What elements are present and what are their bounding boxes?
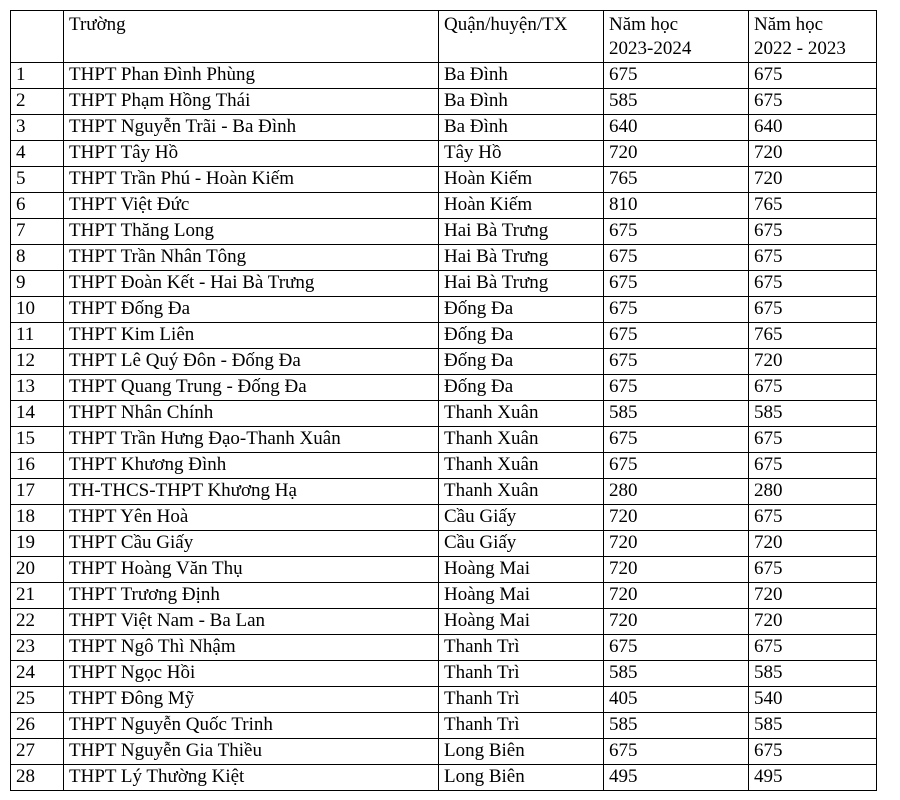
quota-2023-2024-cell: 675: [604, 635, 749, 661]
quota-2022-2023-cell: 640: [749, 115, 877, 141]
table-row: [11, 245, 877, 271]
quota-2022-2023-cell: 720: [749, 583, 877, 609]
table-row: [11, 531, 877, 557]
district-cell: Hoàng Mai: [439, 609, 604, 635]
district-cell: Hoàng Mai: [439, 557, 604, 583]
school-name-cell: THPT Kim Liên: [64, 323, 439, 349]
table-row: [11, 89, 877, 115]
quota-2023-2024-cell: 720: [604, 583, 749, 609]
table-body: [11, 63, 877, 791]
quota-2023-2024-cell: 675: [604, 427, 749, 453]
school-name-cell: THPT Nguyễn Gia Thiều: [64, 739, 439, 765]
district-cell: Đống Đa: [439, 323, 604, 349]
quota-2023-2024-cell: 765: [604, 167, 749, 193]
quota-2023-2024-cell: 585: [604, 89, 749, 115]
quota-2022-2023-cell: 675: [749, 375, 877, 401]
row-number-cell: 13: [11, 375, 64, 401]
quota-2023-2024-cell: 585: [604, 401, 749, 427]
quota-2022-2023-cell: 720: [749, 167, 877, 193]
school-name-cell: THPT Yên Hoà: [64, 505, 439, 531]
row-number-cell: 9: [11, 271, 64, 297]
row-number-cell: 20: [11, 557, 64, 583]
school-name-cell: THPT Nhân Chính: [64, 401, 439, 427]
school-name-cell: THPT Hoàng Văn Thụ: [64, 557, 439, 583]
quota-2023-2024-cell: 405: [604, 687, 749, 713]
row-number-cell: 18: [11, 505, 64, 531]
row-number-cell: 6: [11, 193, 64, 219]
district-cell: Long Biên: [439, 739, 604, 765]
row-number-cell: 7: [11, 219, 64, 245]
school-name-cell: THPT Trần Nhân Tông: [64, 245, 439, 271]
district-cell: Hai Bà Trưng: [439, 245, 604, 271]
quota-2022-2023-cell: 720: [749, 349, 877, 375]
header-district: Quận/huyện/TX: [439, 11, 604, 63]
row-number-cell: 27: [11, 739, 64, 765]
quota-2022-2023-cell: 675: [749, 739, 877, 765]
table-row: [11, 661, 877, 687]
district-cell: Thanh Xuân: [439, 479, 604, 505]
quota-2022-2023-cell: 280: [749, 479, 877, 505]
row-number-cell: 26: [11, 713, 64, 739]
school-name-cell: THPT Trần Hưng Đạo-Thanh Xuân: [64, 427, 439, 453]
school-name-cell: THPT Lê Quý Đôn - Đống Đa: [64, 349, 439, 375]
quota-2023-2024-cell: 675: [604, 297, 749, 323]
quota-2023-2024-cell: 720: [604, 531, 749, 557]
quota-2022-2023-cell: 675: [749, 297, 877, 323]
school-name-cell: THPT Đoàn Kết - Hai Bà Trưng: [64, 271, 439, 297]
table-row: [11, 557, 877, 583]
district-cell: Đống Đa: [439, 349, 604, 375]
district-cell: Thanh Trì: [439, 661, 604, 687]
quota-2023-2024-cell: 675: [604, 375, 749, 401]
table-row: [11, 401, 877, 427]
district-cell: Thanh Xuân: [439, 401, 604, 427]
district-cell: Long Biên: [439, 765, 604, 791]
school-name-cell: THPT Nguyễn Trãi - Ba Đình: [64, 115, 439, 141]
table-row: [11, 323, 877, 349]
header-year-2023-2024: [604, 11, 749, 63]
quota-2022-2023-cell: 675: [749, 63, 877, 89]
quota-2023-2024-cell: 675: [604, 271, 749, 297]
table-row: [11, 609, 877, 635]
quota-2023-2024-cell: 720: [604, 141, 749, 167]
quota-2023-2024-cell: 675: [604, 219, 749, 245]
district-cell: Thanh Xuân: [439, 453, 604, 479]
quota-2022-2023-cell: 675: [749, 245, 877, 271]
row-number-cell: 15: [11, 427, 64, 453]
quota-2023-2024-cell: 720: [604, 609, 749, 635]
table-row: [11, 505, 877, 531]
school-name-cell: THPT Ngọc Hồi: [64, 661, 439, 687]
quota-2023-2024-cell: 720: [604, 557, 749, 583]
quota-2022-2023-cell: 765: [749, 323, 877, 349]
school-name-cell: THPT Trần Phú - Hoàn Kiếm: [64, 167, 439, 193]
table-row: [11, 193, 877, 219]
quota-2023-2024-cell: 585: [604, 713, 749, 739]
table-row: [11, 297, 877, 323]
table-row: [11, 271, 877, 297]
row-number-cell: 4: [11, 141, 64, 167]
table-row: [11, 141, 877, 167]
district-cell: Đống Đa: [439, 297, 604, 323]
row-number-cell: 12: [11, 349, 64, 375]
quota-2023-2024-cell: 675: [604, 453, 749, 479]
district-cell: Thanh Trì: [439, 635, 604, 661]
table-row: [11, 349, 877, 375]
quota-2023-2024-cell: 675: [604, 739, 749, 765]
school-name-cell: THPT Đống Đa: [64, 297, 439, 323]
quota-2023-2024-cell: 810: [604, 193, 749, 219]
quota-2022-2023-cell: 585: [749, 713, 877, 739]
row-number-cell: 21: [11, 583, 64, 609]
school-name-cell: THPT Nguyễn Quốc Trinh: [64, 713, 439, 739]
row-number-cell: 10: [11, 297, 64, 323]
school-name-cell: THPT Quang Trung - Đống Đa: [64, 375, 439, 401]
district-cell: Đống Đa: [439, 375, 604, 401]
row-number-cell: 24: [11, 661, 64, 687]
table-row: [11, 583, 877, 609]
school-name-cell: THPT Việt Nam - Ba Lan: [64, 609, 439, 635]
school-name-cell: THPT Lý Thường Kiệt: [64, 765, 439, 791]
row-number-cell: 17: [11, 479, 64, 505]
quota-2022-2023-cell: 720: [749, 531, 877, 557]
quota-2022-2023-cell: 765: [749, 193, 877, 219]
school-name-cell: THPT Phạm Hồng Thái: [64, 89, 439, 115]
table-row: [11, 687, 877, 713]
header-year-2023-2024-range: 2023-2024: [609, 38, 692, 59]
table-row: [11, 63, 877, 89]
district-cell: Cầu Giấy: [439, 531, 604, 557]
table-header: [11, 11, 877, 63]
school-name-cell: THPT Phan Đình Phùng: [64, 63, 439, 89]
quota-2022-2023-cell: 675: [749, 89, 877, 115]
row-number-cell: 25: [11, 687, 64, 713]
district-cell: Cầu Giấy: [439, 505, 604, 531]
district-cell: Hoàn Kiếm: [439, 167, 604, 193]
admission-quota-table: [10, 10, 877, 791]
district-cell: Tây Hồ: [439, 141, 604, 167]
table-row: [11, 635, 877, 661]
quota-2022-2023-cell: 675: [749, 635, 877, 661]
quota-2023-2024-cell: 585: [604, 661, 749, 687]
row-number-cell: 11: [11, 323, 64, 349]
row-number-cell: 22: [11, 609, 64, 635]
table-row: [11, 765, 877, 791]
quota-2022-2023-cell: 720: [749, 141, 877, 167]
header-year-2023-2024-label: Năm học: [609, 14, 679, 35]
quota-2023-2024-cell: 675: [604, 63, 749, 89]
district-cell: Hai Bà Trưng: [439, 271, 604, 297]
school-name-cell: THPT Ngô Thì Nhậm: [64, 635, 439, 661]
school-name-cell: THPT Khương Đình: [64, 453, 439, 479]
quota-2023-2024-cell: 675: [604, 245, 749, 271]
row-number-cell: 19: [11, 531, 64, 557]
quota-2022-2023-cell: 675: [749, 427, 877, 453]
table-row: [11, 375, 877, 401]
quota-2022-2023-cell: 585: [749, 661, 877, 687]
quota-2022-2023-cell: 720: [749, 609, 877, 635]
row-number-cell: 16: [11, 453, 64, 479]
row-number-cell: 1: [11, 63, 64, 89]
row-number-cell: 8: [11, 245, 64, 271]
quota-2022-2023-cell: 585: [749, 401, 877, 427]
quota-2023-2024-cell: 675: [604, 349, 749, 375]
quota-2022-2023-cell: 540: [749, 687, 877, 713]
table-row: [11, 453, 877, 479]
school-name-cell: THPT Tây Hồ: [64, 141, 439, 167]
header-row: [11, 11, 877, 63]
school-name-cell: TH-THCS-THPT Khương Hạ: [64, 479, 439, 505]
district-cell: Ba Đình: [439, 63, 604, 89]
row-number-cell: 28: [11, 765, 64, 791]
header-year-2022-2023-label: Năm học: [754, 14, 824, 35]
school-name-cell: THPT Trương Định: [64, 583, 439, 609]
quota-2023-2024-cell: 640: [604, 115, 749, 141]
quota-2022-2023-cell: 675: [749, 271, 877, 297]
table-row: [11, 713, 877, 739]
school-name-cell: THPT Đông Mỹ: [64, 687, 439, 713]
quota-2023-2024-cell: 675: [604, 323, 749, 349]
district-cell: Hoàn Kiếm: [439, 193, 604, 219]
table-row: [11, 427, 877, 453]
header-year-2022-2023: [749, 11, 877, 63]
district-cell: Thanh Xuân: [439, 427, 604, 453]
district-cell: Ba Đình: [439, 115, 604, 141]
row-number-cell: 3: [11, 115, 64, 141]
row-number-cell: 5: [11, 167, 64, 193]
school-name-cell: THPT Thăng Long: [64, 219, 439, 245]
table-row: [11, 167, 877, 193]
district-cell: Thanh Trì: [439, 713, 604, 739]
school-name-cell: THPT Cầu Giấy: [64, 531, 439, 557]
district-cell: Hai Bà Trưng: [439, 219, 604, 245]
row-number-cell: 2: [11, 89, 64, 115]
header-year-2022-2023-range: 2022 - 2023: [754, 38, 846, 59]
quota-2023-2024-cell: 720: [604, 505, 749, 531]
quota-2022-2023-cell: 675: [749, 219, 877, 245]
quota-2023-2024-cell: 495: [604, 765, 749, 791]
table-row: [11, 115, 877, 141]
row-number-cell: 14: [11, 401, 64, 427]
district-cell: Ba Đình: [439, 89, 604, 115]
district-cell: Thanh Trì: [439, 687, 604, 713]
row-number-cell: 23: [11, 635, 64, 661]
quota-2022-2023-cell: 675: [749, 505, 877, 531]
table-row: [11, 479, 877, 505]
header-school: Trường: [64, 11, 439, 63]
quota-2022-2023-cell: 675: [749, 557, 877, 583]
table-row: [11, 739, 877, 765]
quota-2022-2023-cell: 675: [749, 453, 877, 479]
quota-2023-2024-cell: 280: [604, 479, 749, 505]
school-name-cell: THPT Việt Đức: [64, 193, 439, 219]
district-cell: Hoàng Mai: [439, 583, 604, 609]
header-index: [11, 11, 64, 63]
quota-2022-2023-cell: 495: [749, 765, 877, 791]
table-row: [11, 219, 877, 245]
